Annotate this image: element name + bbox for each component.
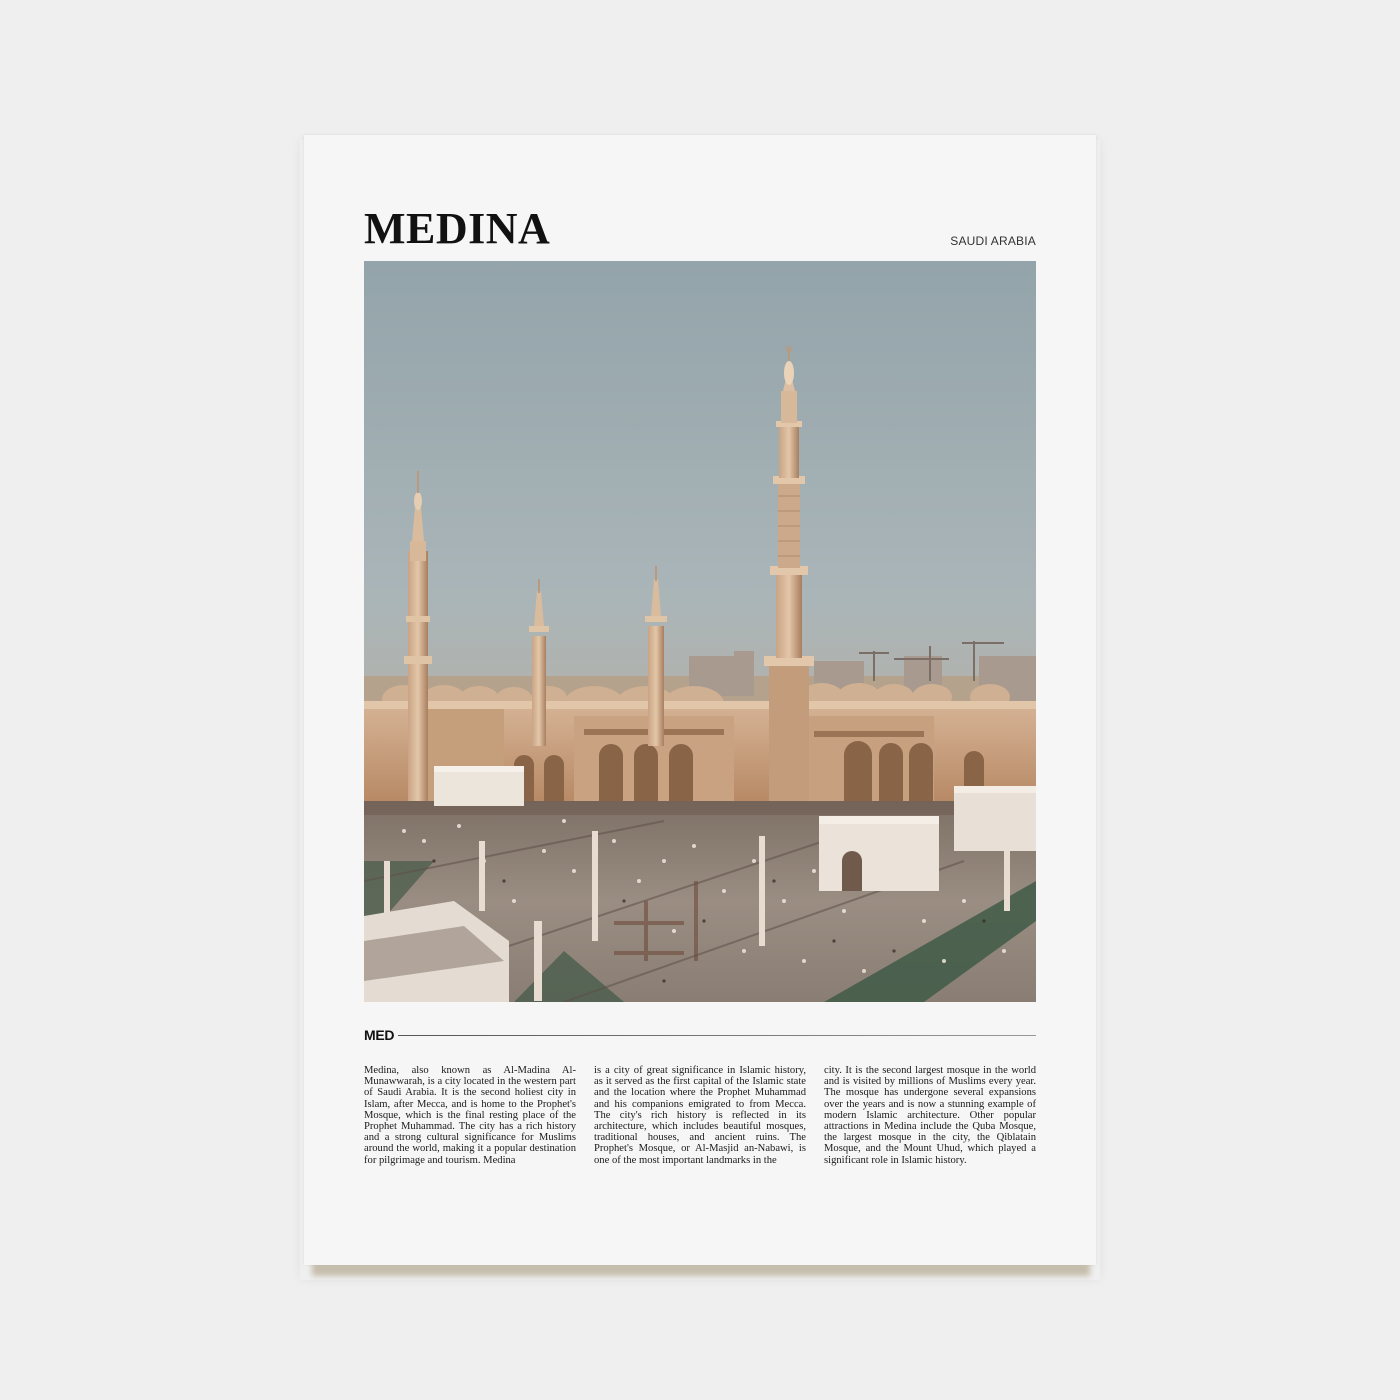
mosque-photo (364, 261, 1036, 1002)
poster-title: MEDINA (364, 204, 551, 253)
description-column-3: city. It is the second largest mosque in the world and is visited by millions of Muslims every year. The mosque has undergone several expansions over the years and is now a stunning example of modern Islamic architecture. Other popular attractions in Medina include the Quba Mosque, the largest mosque in the city, the Qiblatain Mosque, and the Mount Uhud, which played a significant role in Islamic history. (824, 1065, 1036, 1166)
poster-country: SAUDI ARABIA (950, 234, 1036, 248)
description-column-2: is a city of great significance in Islamic history, as it served as the first capital of the Islamic state and the location where the Prophet Muhammad and his companions emigrated to from Mecca. The city's rich history is reflected in its architecture, which includes beautiful mosques, traditional houses, and ancient ruins. The Prophet's Mosque, or Al-Masjid an-Nabawi, is one of the most important landmarks in the (594, 1065, 806, 1166)
travel-poster (304, 135, 1096, 1265)
mosque-illustration (364, 261, 1036, 1002)
divider-line (398, 1035, 1036, 1036)
section-header (364, 1027, 1036, 1043)
description-columns (364, 1065, 1036, 1166)
description-column-1: Medina, also known as Al-Madina Al-Munawwarah, is a city located in the western part of Saudi Arabia. It is the second holiest city in Islam, after Mecca, and is home to the Prophet's Mosque, which is the final resting place of the Prophet Muhammad. The city has a rich history and a strong cultural significance for Muslims around the world, making it a popular destination for pilgrimage and tourism. Medina (364, 1065, 576, 1166)
city-abbreviation: MED (364, 1027, 395, 1043)
